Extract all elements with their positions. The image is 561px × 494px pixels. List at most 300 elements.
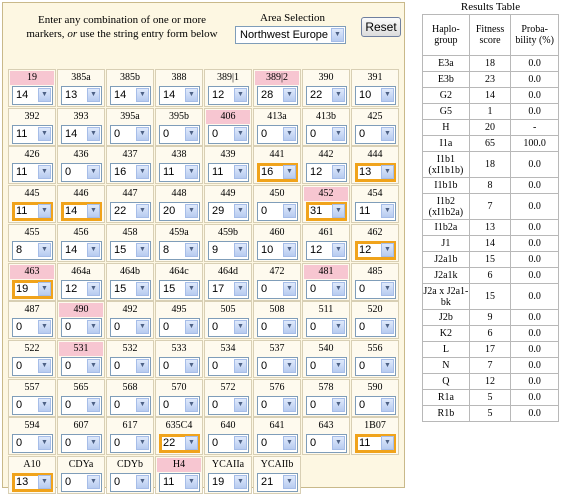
- marker-value-dropdown[interactable]: [110, 280, 151, 299]
- marker-value-dropdown[interactable]: [61, 86, 102, 105]
- marker-value-dropdown[interactable]: [257, 86, 298, 105]
- marker-value-dropdown[interactable]: [61, 125, 102, 144]
- probability-cell: 0.0: [511, 268, 559, 284]
- marker-label: 556: [367, 343, 383, 354]
- marker-value-dropdown[interactable]: [257, 473, 298, 492]
- marker-cell: [351, 146, 399, 184]
- marker-value: 13: [359, 166, 372, 178]
- fitness-score-cell: 6: [469, 326, 511, 342]
- marker-value-dropdown[interactable]: [159, 434, 200, 453]
- chevron-down-icon[interactable]: ▼: [38, 436, 51, 450]
- haplogroup-cell: K2: [423, 326, 470, 342]
- chevron-down-icon[interactable]: ▼: [381, 88, 394, 102]
- marker-value: 8: [163, 244, 170, 256]
- marker-value-dropdown[interactable]: [159, 473, 200, 492]
- marker-value-dropdown[interactable]: [355, 86, 396, 105]
- probability-cell: 0.0: [511, 152, 559, 178]
- chevron-down-icon[interactable]: ▼: [332, 127, 345, 141]
- marker-value-dropdown[interactable]: [355, 163, 396, 182]
- chevron-down-icon[interactable]: ▼: [283, 359, 296, 373]
- haplogroup-cell: J2b: [423, 310, 470, 326]
- marker-label: 485: [367, 266, 383, 277]
- probability-cell: 0.0: [511, 342, 559, 358]
- marker-label: 390: [318, 72, 334, 83]
- chevron-down-icon[interactable]: ▼: [234, 475, 247, 489]
- marker-value-dropdown[interactable]: [110, 473, 151, 492]
- marker-value-dropdown[interactable]: [306, 163, 347, 182]
- chevron-down-icon[interactable]: ▼: [87, 475, 100, 489]
- marker-label: 459b: [218, 227, 238, 238]
- chevron-down-icon[interactable]: ▼: [283, 88, 296, 102]
- chevron-down-icon[interactable]: ▼: [185, 398, 198, 412]
- chevron-down-icon[interactable]: ▼: [136, 243, 149, 257]
- marker-label: 438: [171, 149, 187, 160]
- marker-value: 0: [310, 437, 317, 449]
- chevron-down-icon[interactable]: ▼: [38, 165, 51, 179]
- marker-value-dropdown[interactable]: [159, 241, 200, 260]
- marker-value-dropdown[interactable]: [12, 163, 53, 182]
- marker-value: 22: [114, 205, 127, 217]
- marker-label: 413b: [316, 111, 336, 122]
- marker-value: 11: [359, 437, 371, 449]
- chevron-down-icon[interactable]: ▼: [87, 359, 100, 373]
- marker-value-dropdown[interactable]: [306, 280, 347, 299]
- marker-value-dropdown[interactable]: [306, 125, 347, 144]
- chevron-down-icon[interactable]: ▼: [38, 398, 51, 412]
- chevron-down-icon[interactable]: ▼: [38, 320, 51, 334]
- chevron-down-icon[interactable]: ▼: [185, 359, 198, 373]
- chevron-down-icon[interactable]: ▼: [234, 88, 247, 102]
- marker-value-dropdown[interactable]: [61, 357, 102, 376]
- probability-cell: 0.0: [511, 72, 559, 88]
- marker-value-dropdown[interactable]: [12, 280, 53, 299]
- results-table-row: [423, 310, 559, 326]
- chevron-down-icon[interactable]: ▼: [381, 204, 394, 218]
- marker-value: 0: [310, 321, 317, 333]
- marker-cell: [8, 185, 56, 223]
- chevron-down-icon[interactable]: ▼: [185, 320, 198, 334]
- marker-value-dropdown[interactable]: [159, 318, 200, 337]
- marker-label: 385b: [120, 72, 140, 83]
- chevron-down-icon[interactable]: ▼: [234, 127, 247, 141]
- marker-value-dropdown[interactable]: [208, 125, 249, 144]
- marker-value: 14: [114, 89, 127, 101]
- marker-label: 458: [122, 227, 138, 238]
- chevron-down-icon[interactable]: ▼: [234, 165, 247, 179]
- probability-cell: 0.0: [511, 194, 559, 220]
- marker-label: 643: [318, 420, 334, 431]
- marker-cell: [106, 340, 154, 378]
- chevron-down-icon[interactable]: ▼: [87, 398, 100, 412]
- chevron-down-icon[interactable]: ▼: [136, 436, 149, 450]
- marker-value: 21: [261, 476, 274, 488]
- area-selection-dropdown[interactable]: [235, 26, 346, 44]
- chevron-down-icon[interactable]: ▼: [283, 475, 296, 489]
- marker-value: 9: [212, 244, 219, 256]
- chevron-down-icon[interactable]: ▼: [38, 88, 51, 102]
- marker-cell: [57, 263, 105, 301]
- marker-value-dropdown[interactable]: [208, 241, 249, 260]
- marker-cell: [57, 301, 105, 339]
- chevron-down-icon[interactable]: ▼: [38, 359, 51, 373]
- chevron-down-icon[interactable]: ▼: [283, 320, 296, 334]
- marker-value-dropdown[interactable]: [355, 125, 396, 144]
- chevron-down-icon[interactable]: ▼: [87, 88, 100, 102]
- marker-value-dropdown[interactable]: [208, 202, 249, 221]
- marker-cell: [204, 108, 252, 146]
- instructions-line-1: Enter any combination of one or more: [37, 14, 206, 26]
- marker-value: 11: [16, 205, 28, 217]
- results-table-row: [423, 374, 559, 390]
- marker-value-dropdown[interactable]: [12, 318, 53, 337]
- marker-label: 570: [171, 382, 187, 393]
- marker-cell: [302, 301, 350, 339]
- marker-label: 459a: [169, 227, 189, 238]
- haplogroup-cell: J2a1k: [423, 268, 470, 284]
- marker-label: 392: [24, 111, 40, 122]
- marker-cell: [302, 417, 350, 455]
- chevron-down-icon[interactable]: ▼: [185, 204, 198, 218]
- marker-value-dropdown[interactable]: [110, 86, 151, 105]
- marker-value-dropdown[interactable]: [110, 125, 151, 144]
- chevron-down-icon[interactable]: ▼: [332, 165, 345, 179]
- fitness-score-cell: 65: [469, 136, 511, 152]
- marker-value-dropdown[interactable]: [257, 280, 298, 299]
- chevron-down-icon[interactable]: ▼: [87, 436, 100, 450]
- haplogroup-cell: I1b1 (xI1b1b): [423, 152, 470, 178]
- marker-value-dropdown[interactable]: [12, 241, 53, 260]
- marker-value-dropdown[interactable]: [355, 434, 396, 453]
- marker-value-dropdown[interactable]: [208, 163, 249, 182]
- fitness-score-cell: 15: [469, 284, 511, 310]
- chevron-down-icon[interactable]: ▼: [136, 475, 149, 489]
- marker-value-dropdown[interactable]: [61, 163, 102, 182]
- marker-cell: [302, 185, 350, 223]
- chevron-down-icon[interactable]: ▼: [381, 398, 394, 412]
- marker-value-dropdown[interactable]: [355, 202, 396, 221]
- marker-value: 0: [212, 437, 219, 449]
- marker-value: 0: [163, 360, 170, 372]
- chevron-down-icon[interactable]: ▼: [381, 436, 394, 450]
- marker-label: YCAIIb: [260, 459, 294, 470]
- chevron-down-icon[interactable]: ▼: [87, 127, 100, 141]
- marker-cell: [204, 146, 252, 184]
- marker-label: 461: [318, 227, 334, 238]
- marker-label: 594: [24, 420, 40, 431]
- chevron-down-icon[interactable]: ▼: [136, 359, 149, 373]
- chevron-down-icon[interactable]: ▼: [87, 165, 100, 179]
- chevron-down-icon[interactable]: ▼: [381, 243, 394, 257]
- marker-value: 12: [65, 283, 78, 295]
- marker-value-dropdown[interactable]: [61, 434, 102, 453]
- marker-label: 445: [24, 188, 40, 199]
- chevron-down-icon[interactable]: ▼: [38, 282, 51, 296]
- marker-cell: [253, 108, 301, 146]
- chevron-down-icon[interactable]: ▼: [331, 28, 344, 42]
- chevron-down-icon[interactable]: ▼: [136, 398, 149, 412]
- haplogroup-cell: H: [423, 120, 470, 136]
- chevron-down-icon[interactable]: ▼: [332, 88, 345, 102]
- chevron-down-icon[interactable]: ▼: [185, 475, 198, 489]
- marker-value-dropdown[interactable]: [355, 396, 396, 415]
- marker-value-dropdown[interactable]: [306, 202, 347, 221]
- haplogroup-cell: N: [423, 358, 470, 374]
- marker-value-dropdown[interactable]: [110, 202, 151, 221]
- marker-value-dropdown[interactable]: [257, 241, 298, 260]
- marker-value-dropdown[interactable]: [355, 318, 396, 337]
- marker-value-dropdown[interactable]: [12, 125, 53, 144]
- haplogroup-cell: I1a: [423, 136, 470, 152]
- fitness-score-cell: 5: [469, 390, 511, 406]
- marker-cell: [106, 263, 154, 301]
- marker-value: 12: [359, 244, 372, 256]
- chevron-down-icon[interactable]: ▼: [283, 436, 296, 450]
- marker-value-dropdown[interactable]: [306, 396, 347, 415]
- marker-label: 391: [367, 72, 383, 83]
- marker-label: 540: [318, 343, 334, 354]
- area-selection-label: Area Selection: [260, 12, 326, 24]
- marker-value-dropdown[interactable]: [110, 396, 151, 415]
- marker-value: 0: [65, 437, 72, 449]
- marker-value-dropdown[interactable]: [61, 473, 102, 492]
- chevron-down-icon[interactable]: ▼: [185, 282, 198, 296]
- chevron-down-icon[interactable]: ▼: [332, 436, 345, 450]
- marker-value-dropdown[interactable]: [110, 241, 151, 260]
- marker-value-dropdown[interactable]: [306, 241, 347, 260]
- marker-value-dropdown[interactable]: [12, 473, 53, 492]
- probability-cell: 0.0: [511, 310, 559, 326]
- chevron-down-icon[interactable]: ▼: [185, 88, 198, 102]
- marker-cell: [204, 379, 252, 417]
- marker-value: 19: [16, 283, 29, 295]
- marker-label: 388: [171, 72, 187, 83]
- chevron-down-icon[interactable]: ▼: [332, 320, 345, 334]
- marker-value-dropdown[interactable]: [110, 318, 151, 337]
- chevron-down-icon[interactable]: ▼: [283, 127, 296, 141]
- marker-value-dropdown[interactable]: [355, 241, 396, 260]
- marker-label: 640: [220, 420, 236, 431]
- chevron-down-icon[interactable]: ▼: [283, 204, 296, 218]
- marker-value: 0: [65, 166, 72, 178]
- chevron-down-icon[interactable]: ▼: [136, 320, 149, 334]
- chevron-down-icon[interactable]: ▼: [332, 204, 345, 218]
- marker-label: 531: [59, 342, 103, 356]
- probability-cell: 0.0: [511, 236, 559, 252]
- marker-value: 0: [261, 321, 268, 333]
- marker-cell: [253, 379, 301, 417]
- marker-label: 437: [122, 149, 138, 160]
- results-table-row: [423, 342, 559, 358]
- chevron-down-icon[interactable]: ▼: [87, 320, 100, 334]
- marker-value-dropdown[interactable]: [208, 434, 249, 453]
- marker-value-dropdown[interactable]: [208, 357, 249, 376]
- chevron-down-icon[interactable]: ▼: [185, 243, 198, 257]
- marker-cell: [155, 379, 203, 417]
- marker-value: 16: [261, 166, 274, 178]
- chevron-down-icon[interactable]: ▼: [136, 127, 149, 141]
- marker-cell: [106, 108, 154, 146]
- marker-value-dropdown[interactable]: [12, 86, 53, 105]
- chevron-down-icon[interactable]: ▼: [381, 282, 394, 296]
- marker-value-dropdown[interactable]: [306, 86, 347, 105]
- chevron-down-icon[interactable]: ▼: [381, 359, 394, 373]
- marker-label: 537: [269, 343, 285, 354]
- marker-label: 406: [206, 110, 250, 124]
- probability-cell: 0.0: [511, 406, 559, 422]
- marker-value-dropdown[interactable]: [257, 357, 298, 376]
- marker-value-dropdown[interactable]: [257, 318, 298, 337]
- chevron-down-icon[interactable]: ▼: [87, 204, 100, 218]
- marker-value-dropdown[interactable]: [159, 86, 200, 105]
- marker-value-dropdown[interactable]: [257, 163, 298, 182]
- marker-value-dropdown[interactable]: [61, 280, 102, 299]
- marker-cell: [302, 379, 350, 417]
- marker-value-dropdown[interactable]: [159, 396, 200, 415]
- results-table-row: [423, 220, 559, 236]
- results-column-header: Haplo-group: [423, 15, 470, 56]
- marker-value-dropdown[interactable]: [61, 396, 102, 415]
- marker-label: 389|2: [255, 71, 299, 85]
- marker-cell: [204, 69, 252, 107]
- chevron-down-icon[interactable]: ▼: [38, 204, 51, 218]
- marker-value-dropdown[interactable]: [257, 125, 298, 144]
- marker-value: 16: [114, 166, 127, 178]
- chevron-down-icon[interactable]: ▼: [283, 398, 296, 412]
- marker-value: 13: [65, 89, 78, 101]
- chevron-down-icon[interactable]: ▼: [136, 165, 149, 179]
- marker-value-dropdown[interactable]: [12, 396, 53, 415]
- chevron-down-icon[interactable]: ▼: [234, 398, 247, 412]
- marker-value: 11: [359, 205, 371, 217]
- chevron-down-icon[interactable]: ▼: [136, 88, 149, 102]
- marker-label: A10: [23, 459, 41, 470]
- marker-value-dropdown[interactable]: [306, 434, 347, 453]
- marker-value-dropdown[interactable]: [110, 357, 151, 376]
- marker-label: 462: [367, 227, 383, 238]
- chevron-down-icon[interactable]: ▼: [185, 436, 198, 450]
- marker-label: 460: [269, 227, 285, 238]
- haplogroup-cell: J1: [423, 236, 470, 252]
- marker-label: 441: [269, 149, 285, 160]
- chevron-down-icon[interactable]: ▼: [185, 127, 198, 141]
- chevron-down-icon[interactable]: ▼: [38, 127, 51, 141]
- marker-value-dropdown[interactable]: [257, 434, 298, 453]
- marker-value-dropdown[interactable]: [110, 163, 151, 182]
- chevron-down-icon[interactable]: ▼: [332, 243, 345, 257]
- marker-value-dropdown[interactable]: [208, 318, 249, 337]
- reset-button[interactable]: Reset: [361, 17, 401, 37]
- marker-value-dropdown[interactable]: [159, 125, 200, 144]
- results-table-row: [423, 358, 559, 374]
- fitness-score-cell: 15: [469, 252, 511, 268]
- marker-value: 0: [114, 128, 121, 140]
- results-table-row: [423, 236, 559, 252]
- marker-cell: [155, 340, 203, 378]
- marker-value-dropdown[interactable]: [12, 434, 53, 453]
- marker-value-dropdown[interactable]: [355, 280, 396, 299]
- marker-label: 446: [73, 188, 89, 199]
- haplogroup-cell: L: [423, 342, 470, 358]
- marker-value-dropdown[interactable]: [110, 434, 151, 453]
- marker-cell: [106, 456, 154, 494]
- marker-value-dropdown[interactable]: [159, 163, 200, 182]
- marker-value-dropdown[interactable]: [355, 357, 396, 376]
- chevron-down-icon[interactable]: ▼: [234, 282, 247, 296]
- chevron-down-icon[interactable]: ▼: [381, 165, 394, 179]
- chevron-down-icon[interactable]: ▼: [332, 359, 345, 373]
- marker-value-dropdown[interactable]: [306, 318, 347, 337]
- marker-cell: [253, 224, 301, 262]
- chevron-down-icon[interactable]: ▼: [38, 475, 51, 489]
- marker-value: 15: [114, 244, 127, 256]
- chevron-down-icon[interactable]: ▼: [87, 282, 100, 296]
- chevron-down-icon[interactable]: ▼: [283, 165, 296, 179]
- marker-value-dropdown[interactable]: [12, 202, 53, 221]
- marker-cell: [155, 146, 203, 184]
- chevron-down-icon[interactable]: ▼: [234, 204, 247, 218]
- marker-value-dropdown[interactable]: [208, 473, 249, 492]
- marker-value: 14: [163, 89, 176, 101]
- chevron-down-icon[interactable]: ▼: [234, 243, 247, 257]
- marker-value-dropdown[interactable]: [61, 241, 102, 260]
- marker-label: H4: [157, 458, 201, 472]
- haplogroup-cell: E3b: [423, 72, 470, 88]
- results-table-row: [423, 88, 559, 104]
- fitness-score-cell: 5: [469, 406, 511, 422]
- chevron-down-icon[interactable]: ▼: [136, 204, 149, 218]
- marker-cell: [253, 69, 301, 107]
- marker-value-dropdown[interactable]: [12, 357, 53, 376]
- chevron-down-icon[interactable]: ▼: [87, 243, 100, 257]
- marker-value-dropdown[interactable]: [159, 357, 200, 376]
- haplogroup-cell: E3a: [423, 56, 470, 72]
- marker-cell: [253, 146, 301, 184]
- marker-label: 393: [73, 111, 89, 122]
- marker-label: 449: [220, 188, 236, 199]
- chevron-down-icon[interactable]: ▼: [332, 282, 345, 296]
- results-table-row: [423, 104, 559, 120]
- marker-value-dropdown[interactable]: [257, 202, 298, 221]
- marker-value-dropdown[interactable]: [159, 280, 200, 299]
- marker-label: 464b: [120, 266, 140, 277]
- chevron-down-icon[interactable]: ▼: [185, 165, 198, 179]
- marker-cell: [351, 417, 399, 455]
- chevron-down-icon[interactable]: ▼: [381, 320, 394, 334]
- marker-label: 533: [171, 343, 187, 354]
- marker-label: YCAIIa: [211, 459, 245, 470]
- marker-value-dropdown[interactable]: [159, 202, 200, 221]
- marker-value-dropdown[interactable]: [208, 396, 249, 415]
- marker-cell: [204, 417, 252, 455]
- chevron-down-icon[interactable]: ▼: [136, 282, 149, 296]
- chevron-down-icon[interactable]: ▼: [283, 282, 296, 296]
- chevron-down-icon[interactable]: ▼: [234, 436, 247, 450]
- marker-value-dropdown[interactable]: [257, 396, 298, 415]
- marker-cell: [57, 185, 105, 223]
- chevron-down-icon[interactable]: ▼: [381, 127, 394, 141]
- chevron-down-icon[interactable]: ▼: [283, 243, 296, 257]
- marker-value: 0: [65, 360, 72, 372]
- marker-value-dropdown[interactable]: [208, 86, 249, 105]
- marker-value-dropdown[interactable]: [61, 318, 102, 337]
- marker-value-dropdown[interactable]: [306, 357, 347, 376]
- chevron-down-icon[interactable]: ▼: [38, 243, 51, 257]
- chevron-down-icon[interactable]: ▼: [234, 359, 247, 373]
- marker-value-dropdown[interactable]: [208, 280, 249, 299]
- chevron-down-icon[interactable]: ▼: [234, 320, 247, 334]
- marker-value-dropdown[interactable]: [61, 202, 102, 221]
- chevron-down-icon[interactable]: ▼: [332, 398, 345, 412]
